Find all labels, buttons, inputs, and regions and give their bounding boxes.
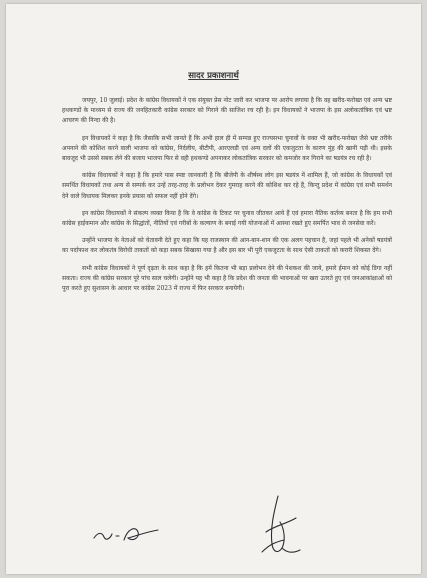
paragraph-3: कांग्रेस विधायकों ने कहा है कि हमारे पास स्पष्ट जानकारी है कि बीजेपी के शीर्षस्थ लोग इस षडयंत्र में शामिल हैं, जो कांग्रेस के विधायकों एवं समर्थित विधायकों तथा अन्य से सम्पर्क कर उन्हें तरह-तरह के प्रलोभन देकर गुमराह करने की कोशिश कर रहे हैं, किन्तु प्रदेश में कांग्रेस एवं सभी समर्थन देने वाले विधायक मिलकर इनके प्रयास को सफल नहीं होने देंगे।	[62, 172, 392, 200]
paragraph-2: इन विधायकों ने कहा है कि जैसाकि सभी जानते हैं कि अभी हाल ही में सम्पन्न हुए राज्यसभा चुनावों के वक्त भी खरीद-फरोख्त जैसे भ्रष्ट तरीके अपनाने की कोशिश करने वाली भाजपा को कांग्रेस, निर्दलीय, बीटीपी, आरएलडी एवं अन्य दलों की एकजुटता के कारण मुंह की खानी पड़ी थी। इसके बावजूद भी उससे सबक लेने की बजाय भाजपा फिर से वही हथकण्डे अपनाकर लोकतांत्रिक सरकार को कमजोर कर गिराने का षडयंत्र रच रही है।	[62, 134, 392, 163]
document-body	[62, 96, 392, 301]
document-title: सादर प्रकाशनार्थ	[188, 71, 239, 81]
signature-right	[256, 492, 304, 562]
paragraph-6: सभी कांग्रेस विधायकों ने पूर्ण दृढ़ता के साथ कहा है कि हमें कितना भी बड़ा प्रलोभन देने की पेशकश की जाये, हमारे ईमान को कोई डिगा नहीं सकता। राज्य की कांग्रेस सरकार पूरे पांच साल चलेगी। उन्होंने यह भी कहा है कि प्रदेश की जनता की भावनाओं पर खरा उतरते हुए एवं जनआकांक्षाओं को पूरा करते हुए सुशासन के आधार पर कांग्रेस 2023 में राज्य में फिर सरकार बनायेगी।	[62, 264, 392, 293]
paragraph-1: जयपुर, 10 जुलाई। प्रदेश के कांग्रेस विधायकों ने एक संयुक्त प्रेस नोट जारी कर भाजपा पर आरोप लगाया है कि वह खरीद-फरोख्त एवं अन्य भ्रष्ट हथकण्डों के माध्यम से राज्य की जनहितकारी कांग्रेस सरकार को गिराने की साजिश रच रही है। इन विधायकों ने भाजपा के इस अलोकतांत्रिक एवं भ्रष्ट आचरण की निन्दा की है।	[62, 97, 392, 125]
signature-left	[92, 520, 162, 546]
paragraph-4: इन कांग्रेस विधायकों ने संकल्प व्यक्त किया है कि वे कांग्रेस के टिकट पर चुनाव जीतकर आये हैं एवं हमारा नैतिक कर्तव्य बनता है कि हम सभी कांग्रेस हाईकमान और कांग्रेस के सिद्धांतों, नीतियों एवं गरीबों के कल्याण के बनाई गयी योजनाओं में आस्था रखते हुए समर्पित भाव से जनसेवा करें।	[62, 209, 392, 228]
paragraph-5: उन्होंने भाजपा के नेताओं को चेतावनी देते हुए कहा कि यह राजस्थान की आन-बान-शान की एक अलग पहचान है, जहां पहले भी अनेकों षडयंत्रों का पर्दाफाश कर लोकतंत्र विरोधी ताकतों को कड़ा सबक सिखाया गया है और इस बार भी पूरी एकजुटता के साथ ऐसी ताकतों को करारी शिकस्त देंगे।	[62, 237, 392, 255]
press-release-page	[6, 4, 421, 574]
